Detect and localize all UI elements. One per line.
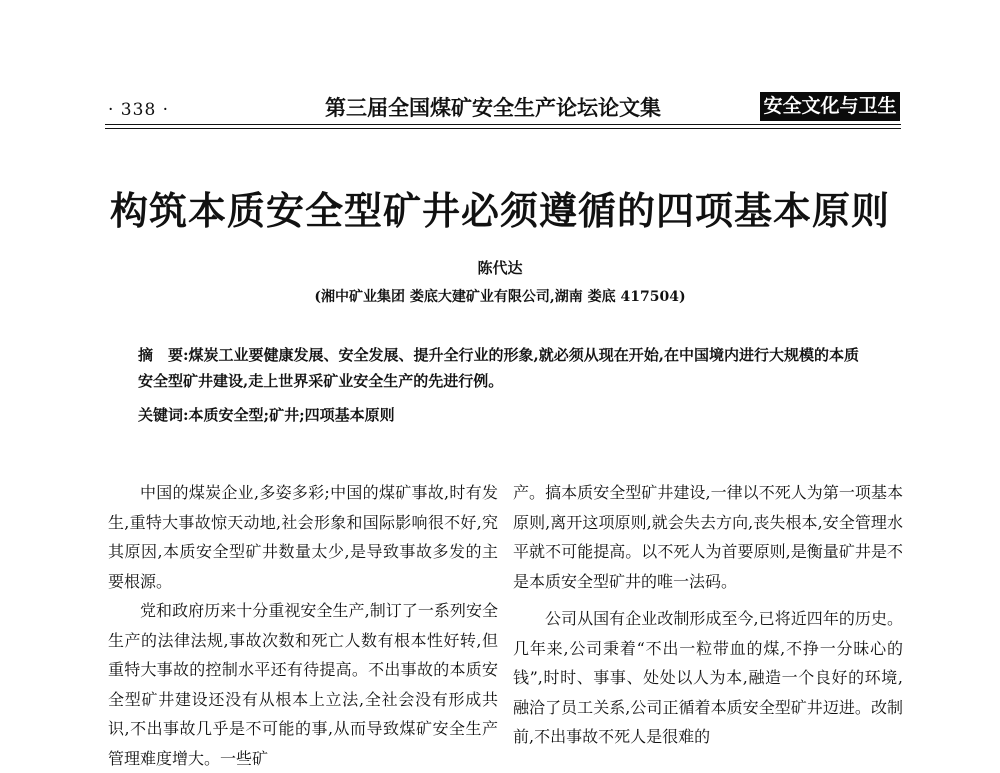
paragraph: 党和政府历来十分重视安全生产,制订了一系列安全生产的法律法规,事故次数和死亡人数有根本性好转,但重特大事故的控制水平还有待提高。不出事故的本质安全型矿井建设还没有从根本上立法,全社会没有形成共识,不出事故几乎是不可能的事,从而导致煤矿安全生产管理难度增大。一些矿 bbox=[108, 601, 498, 768]
paragraph: 中国的煤炭企业,多姿多彩;中国的煤矿事故,时有发生,重特大事故惊天动地,社会形象和国际影响很不好,究其原因,本质安全型矿井数量太少,是导致事故多发的主要根源。 bbox=[108, 483, 498, 591]
abstract-label: 摘 要: bbox=[138, 346, 189, 364]
abstract-text: 煤炭工业要健康发展、安全发展、提升全行业的形象,就必须从现在开始,在中国境内进行大规模的本质安全型矿井建设,走上世界采矿业安全生产的先进行例。 bbox=[138, 346, 859, 390]
author-name: 陈代达 bbox=[477, 259, 523, 277]
paragraph: 公司从国有企业改制形成至今,已将近四年的历史。几年来,公司秉着“不出一粒带血的煤,不挣一分昧心的钱”,时时、事事、处处以人为本,融造一个良好的环境,融洽了员工关系,公司正循着本质安全型矿井迈进。改制前,不出事故不死人是很难的 bbox=[513, 609, 903, 746]
section-badge: 安全文化与卫生 bbox=[760, 92, 900, 121]
keywords-text: 本质安全型;矿井;四项基本原则 bbox=[188, 406, 395, 424]
author-affiliation: (湘中矿业集团 娄底大建矿业有限公司,湖南 娄底 417504) bbox=[314, 289, 686, 305]
page-number: · 338 · bbox=[108, 100, 170, 120]
body-column-right bbox=[513, 478, 903, 752]
abstract bbox=[138, 342, 873, 394]
keywords bbox=[138, 402, 873, 428]
body-column-left bbox=[108, 478, 498, 773]
paragraph: 产。搞本质安全型矿井建设,一律以不死人为第一项基本原则,离开这项原则,就会失去方向,丧失根本,安全管理水平就不可能提高。以不死人为首要原则,是衡量矿井是不是本质安全型矿井的唯一法码。 bbox=[513, 483, 903, 591]
article-title: 构筑本质安全型矿井必须遵循的四项基本原则 bbox=[109, 189, 890, 233]
header-rule-thin bbox=[105, 128, 901, 129]
keywords-label: 关键词: bbox=[138, 406, 189, 424]
running-title: 第三届全国煤矿安全生产论坛论文集 bbox=[325, 96, 661, 120]
header-rule bbox=[105, 124, 901, 125]
